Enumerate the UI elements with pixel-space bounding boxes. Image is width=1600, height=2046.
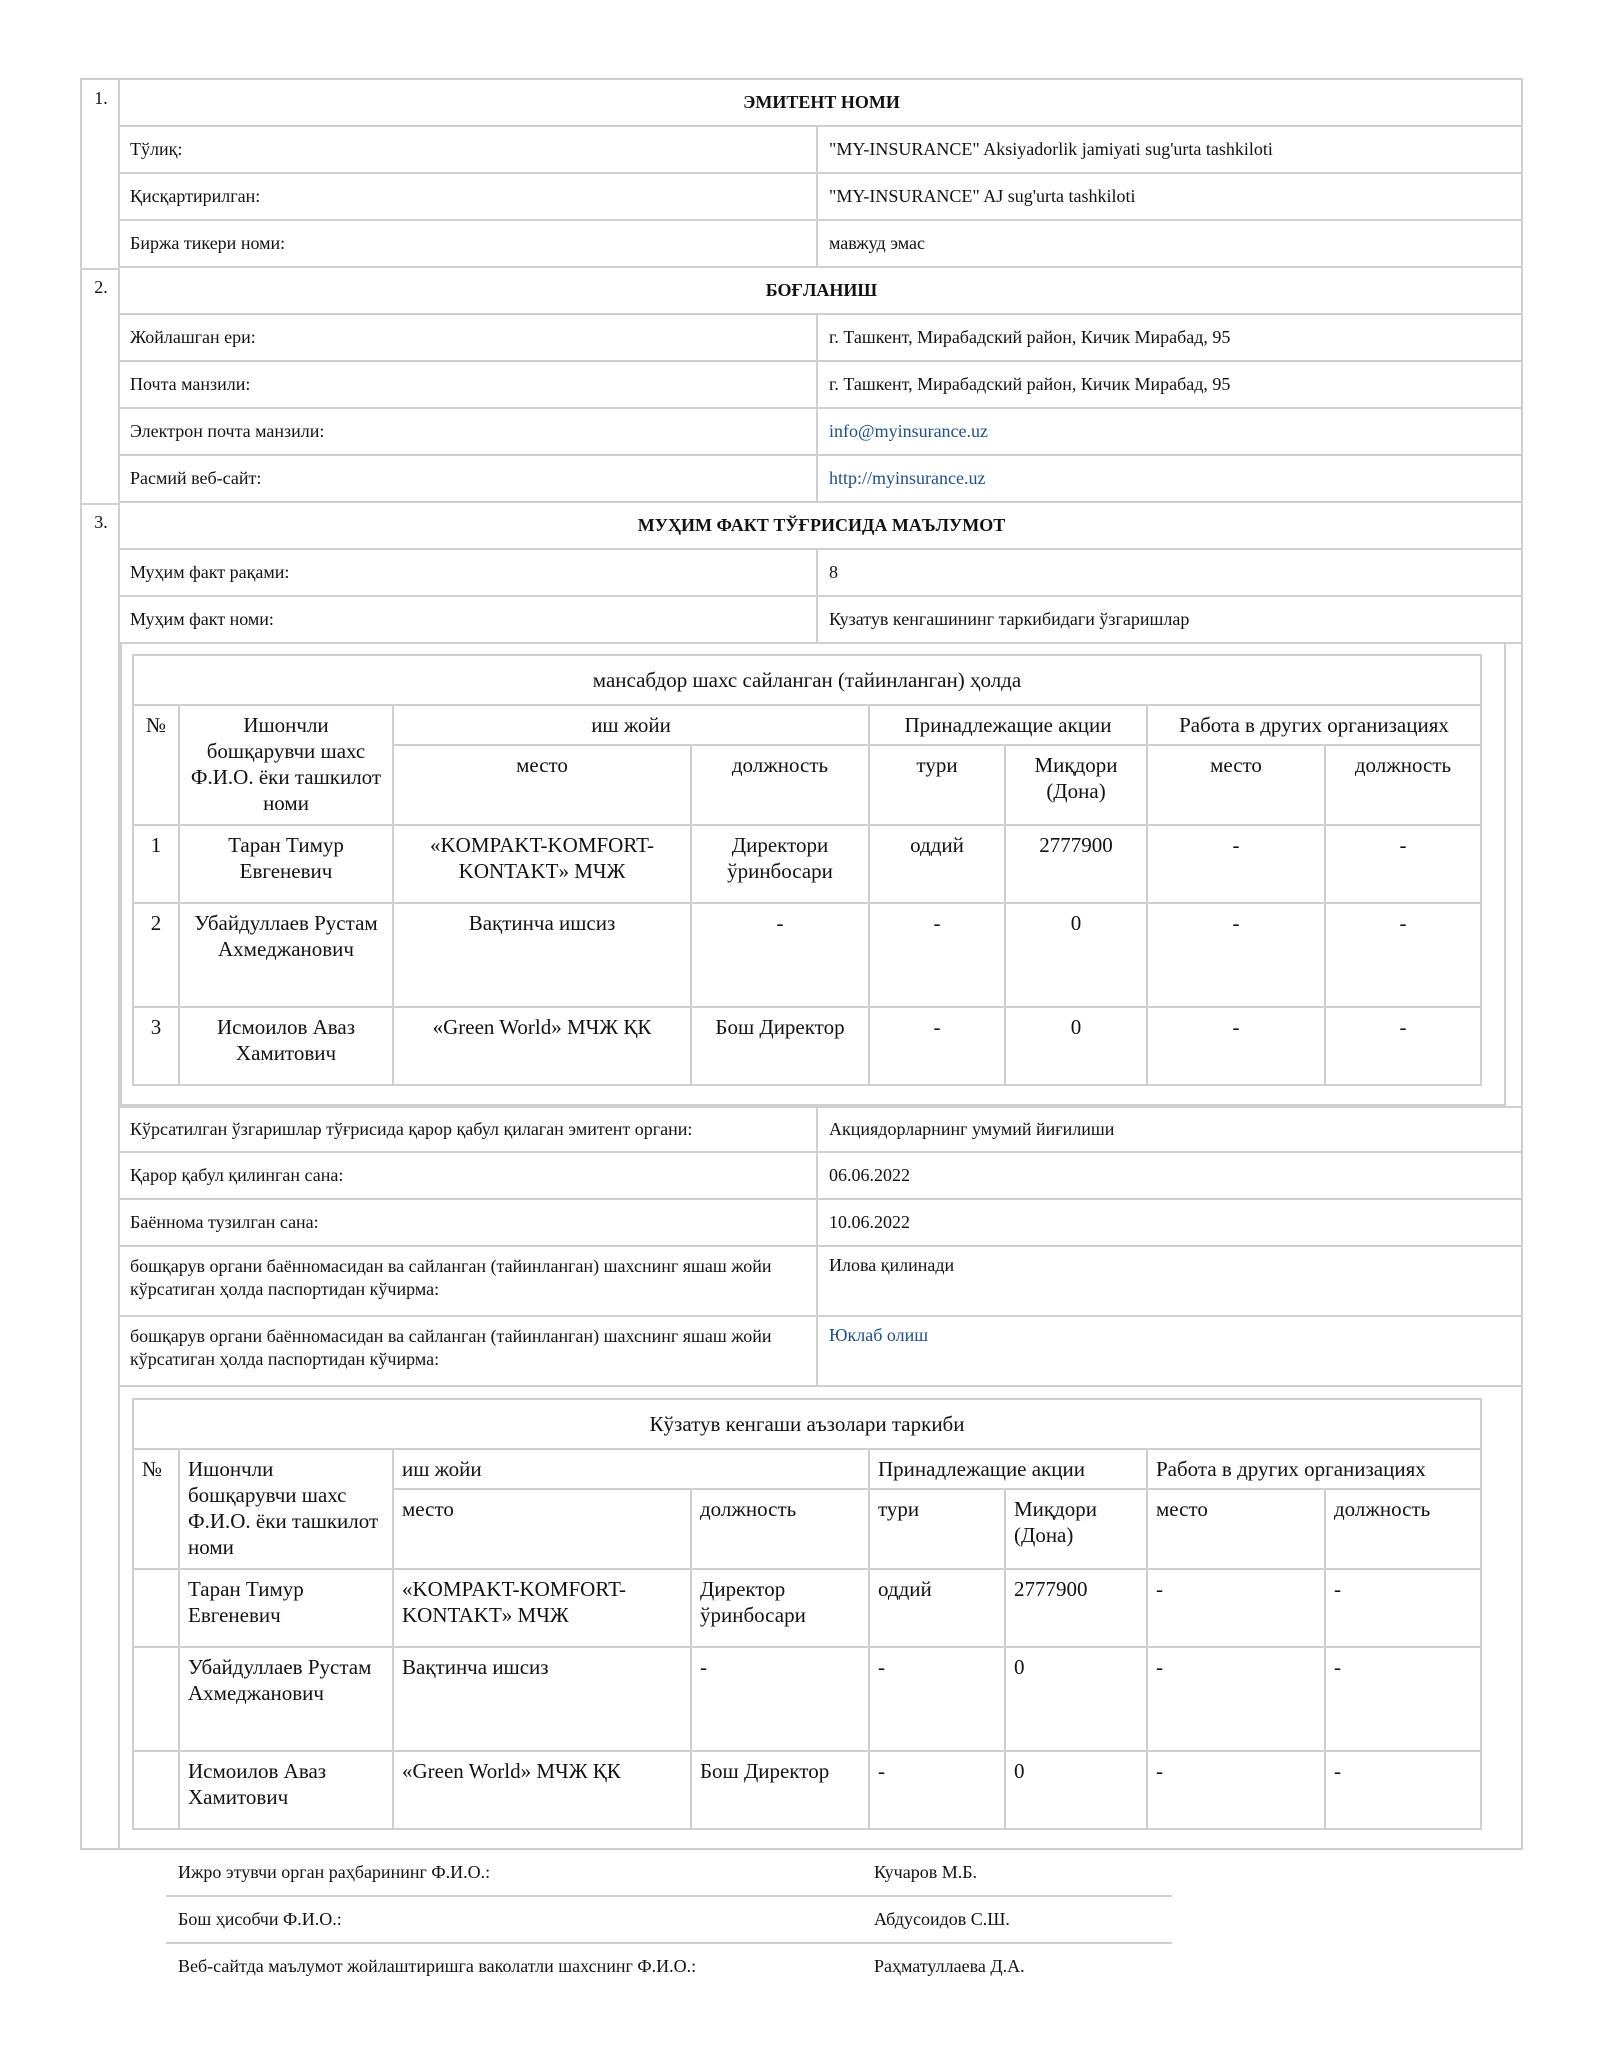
row-value: Акциядорларнинг умумий йиғилиши — [829, 1119, 1115, 1139]
row-label: Баённома тузилган сана: — [130, 1212, 319, 1232]
table-row — [133, 903, 1481, 1007]
cell-other-place: - — [1147, 1569, 1325, 1647]
cell-qty: 2777900 — [1005, 1569, 1147, 1647]
supervisory-board-table — [132, 1398, 1482, 1830]
table-row — [133, 1007, 1481, 1085]
col-header-other: Работа в других организациях — [1147, 705, 1481, 745]
col-header-num: № — [133, 705, 179, 825]
col-header-position: должность — [691, 1489, 869, 1569]
row-value: г. Ташкент, Мирабадский район, Кичик Мирабад, 95 — [829, 327, 1231, 347]
col-header-work: иш жойи — [393, 705, 869, 745]
info-row — [120, 456, 1523, 503]
cell-other-position: - — [1325, 825, 1481, 903]
section-title: МУҲИМ ФАКТ ТЎҒРИСИДА МАЪЛУМОТ — [120, 503, 1523, 550]
section-number: 2. — [94, 277, 108, 297]
signature-value: Кучаров М.Б. — [874, 1862, 978, 1882]
col-header-shares: Принадлежащие акции — [869, 1449, 1147, 1489]
row-label: Биржа тикери номи: — [130, 233, 286, 253]
col-header-place2: место — [1147, 1489, 1325, 1569]
row-label: бошқарув органи баённомасидан ва сайланган (тайинланган) шахснинг яшаш жойи кўрсатиган ҳолда паспортидан кўчирма: — [130, 1326, 772, 1369]
cell-name: Исмоилов Аваз Хамитович — [179, 1751, 393, 1829]
row-label: Кўрсатилган ўзгаришлар тўғрисида қарор қабул қилаган эмитент органи: — [130, 1119, 693, 1139]
row-label: Муҳим факт номи: — [130, 609, 274, 629]
cell-other-position: - — [1325, 1647, 1481, 1751]
col-header-position2: должность — [1325, 1489, 1481, 1569]
row-label: Жойлашган ери: — [130, 327, 256, 347]
cell-num: 2 — [133, 903, 179, 1007]
info-row — [120, 1106, 1523, 1153]
cell-other-position: - — [1325, 1007, 1481, 1085]
cell-num — [133, 1647, 179, 1751]
cell-other-position: - — [1325, 1569, 1481, 1647]
row-value: Кузатув кенгашининг таркибидаги ўзгаришлар — [829, 609, 1190, 629]
col-header-type: тури — [869, 1489, 1005, 1569]
col-header-type: тури — [869, 745, 1005, 825]
cell-position: - — [691, 1647, 869, 1751]
col-header-shares: Принадлежащие акции — [869, 705, 1147, 745]
info-row — [120, 409, 1523, 456]
section-number: 3. — [94, 512, 108, 532]
cell-type: - — [869, 1647, 1005, 1751]
row-value: Илова қилинади — [829, 1255, 955, 1275]
row-label: Муҳим факт рақами: — [130, 562, 290, 582]
signature-value: Раҳматуллаева Д.А. — [874, 1956, 1025, 1976]
cell-other-place: - — [1147, 1647, 1325, 1751]
col-header-place: место — [393, 1489, 691, 1569]
col-header-position2: должность — [1325, 745, 1481, 825]
row-value: "MY-INSURANCE" Aksiyadorlik jamiyati sug'urta tashkiloti — [829, 139, 1273, 159]
download-link[interactable]: Юклаб олиш — [829, 1325, 929, 1345]
row-value: мавжуд эмас — [829, 233, 926, 253]
col-header-num: № — [133, 1449, 179, 1569]
signature-label: Бош ҳисобчи Ф.И.О.: — [178, 1909, 342, 1929]
officials-elected-table — [132, 654, 1482, 1086]
cell-position: Бош Директор — [691, 1751, 869, 1829]
signature-row — [166, 1850, 1172, 1897]
email-link[interactable]: info@myinsurance.uz — [829, 421, 989, 441]
section-title: БОҒЛАНИШ — [120, 268, 1523, 315]
cell-qty: 0 — [1005, 1007, 1147, 1085]
table-title: мансабдор шахс сайланган (тайинланган) ҳолда — [133, 655, 1481, 705]
cell-type: - — [869, 1751, 1005, 1829]
website-link[interactable]: http://myinsurance.uz — [829, 468, 986, 488]
section-title: ЭМИТЕНТ НОМИ — [120, 80, 1523, 127]
info-row — [120, 1247, 1523, 1317]
info-row — [120, 597, 1523, 644]
row-value: 10.06.2022 — [829, 1212, 910, 1232]
cell-name: Таран Тимур Евгеневич — [179, 1569, 393, 1647]
cell-position: Директор ўринбосари — [691, 1569, 869, 1647]
cell-qty: 0 — [1005, 1647, 1147, 1751]
row-value: 8 — [829, 562, 838, 582]
cell-type: оддий — [869, 1569, 1005, 1647]
col-header-other: Работа в других организациях — [1147, 1449, 1481, 1489]
col-header-name: Ишончли бошқарувчи шахс Ф.И.О. ёки ташкилот номи — [179, 705, 393, 825]
cell-place: «KOMPAKT-KOMFORT-KONTAKT» МЧЖ — [393, 825, 691, 903]
cell-position: - — [691, 903, 869, 1007]
cell-type: - — [869, 903, 1005, 1007]
cell-place: Вақтинча ишсиз — [393, 903, 691, 1007]
cell-type: - — [869, 1007, 1005, 1085]
cell-position: Директори ўринбосари — [691, 825, 869, 903]
section-number: 1. — [94, 88, 108, 108]
cell-name: Убайдуллаев Рустам Ахмеджанович — [179, 903, 393, 1007]
row-label: Қарор қабул қилинган сана: — [130, 1165, 344, 1185]
cell-num — [133, 1751, 179, 1829]
col-header-name: Ишончли бошқарувчи шахс Ф.И.О. ёки ташкилот номи — [179, 1449, 393, 1569]
cell-name: Исмоилов Аваз Хамитович — [179, 1007, 393, 1085]
signature-row — [166, 1944, 1172, 1991]
cell-qty: 2777900 — [1005, 825, 1147, 903]
info-row — [120, 127, 1523, 174]
col-header-place: место — [393, 745, 691, 825]
cell-position: Бош Директор — [691, 1007, 869, 1085]
cell-name: Таран Тимур Евгеневич — [179, 825, 393, 903]
signature-label: Ижро этувчи орган раҳбарининг Ф.И.О.: — [178, 1862, 491, 1882]
row-value: "MY-INSURANCE" AJ sug'urta tashkiloti — [829, 186, 1136, 206]
row-label: Электрон почта манзили: — [130, 421, 325, 441]
info-row — [120, 174, 1523, 221]
row-label: Тўлиқ: — [130, 139, 183, 159]
cell-other-place: - — [1147, 1751, 1325, 1829]
row-value: г. Ташкент, Мирабадский район, Кичик Мирабад, 95 — [829, 374, 1231, 394]
cell-name: Убайдуллаев Рустам Ахмеджанович — [179, 1647, 393, 1751]
col-header-position: должность — [691, 745, 869, 825]
info-row — [120, 362, 1523, 409]
col-header-qty: Миқдори (Дона) — [1005, 745, 1147, 825]
cell-place: «Green World» МЧЖ ҚК — [393, 1751, 691, 1829]
table-row — [133, 1647, 1481, 1751]
cell-other-position: - — [1325, 903, 1481, 1007]
col-header-qty: Миқдори (Дона) — [1005, 1489, 1147, 1569]
table-row — [133, 825, 1481, 903]
signature-label: Веб-сайтда маълумот жойлаштиришга ваколатли шахснинг Ф.И.О.: — [178, 1956, 697, 1976]
row-value: 06.06.2022 — [829, 1165, 910, 1185]
cell-num — [133, 1569, 179, 1647]
col-header-place2: место — [1147, 745, 1325, 825]
cell-qty: 0 — [1005, 1751, 1147, 1829]
info-row — [120, 315, 1523, 362]
row-label: бошқарув органи баённомасидан ва сайланган (тайинланган) шахснинг яшаш жойи кўрсатиган ҳолда паспортидан кўчирма: — [130, 1256, 772, 1299]
cell-num: 3 — [133, 1007, 179, 1085]
cell-other-place: - — [1147, 903, 1325, 1007]
info-row — [120, 1200, 1523, 1247]
row-label: Қисқартирилган: — [130, 186, 261, 206]
info-row — [120, 550, 1523, 597]
cell-other-place: - — [1147, 825, 1325, 903]
signature-value: Абдусоидов С.Ш. — [874, 1909, 1010, 1929]
row-label: Расмий веб-сайт: — [130, 468, 262, 488]
info-row — [120, 221, 1523, 268]
cell-other-position: - — [1325, 1751, 1481, 1829]
cell-place: Вақтинча ишсиз — [393, 1647, 691, 1751]
cell-qty: 0 — [1005, 903, 1147, 1007]
section-number-column — [82, 80, 120, 1848]
cell-num: 1 — [133, 825, 179, 903]
cell-other-place: - — [1147, 1007, 1325, 1085]
cell-type: оддий — [869, 825, 1005, 903]
info-row — [120, 1153, 1523, 1200]
cell-place: «KOMPAKT-KOMFORT-KONTAKT» МЧЖ — [393, 1569, 691, 1647]
signature-row — [166, 1897, 1172, 1944]
table-title: Кўзатув кенгаши аъзолари таркиби — [133, 1399, 1481, 1449]
info-row — [120, 1317, 1523, 1387]
table-row — [133, 1569, 1481, 1647]
disclosure-document — [80, 78, 1523, 1850]
cell-place: «Green World» МЧЖ ҚК — [393, 1007, 691, 1085]
row-label: Почта манзили: — [130, 374, 251, 394]
col-header-work: иш жойи — [393, 1449, 869, 1489]
table-row — [133, 1751, 1481, 1829]
